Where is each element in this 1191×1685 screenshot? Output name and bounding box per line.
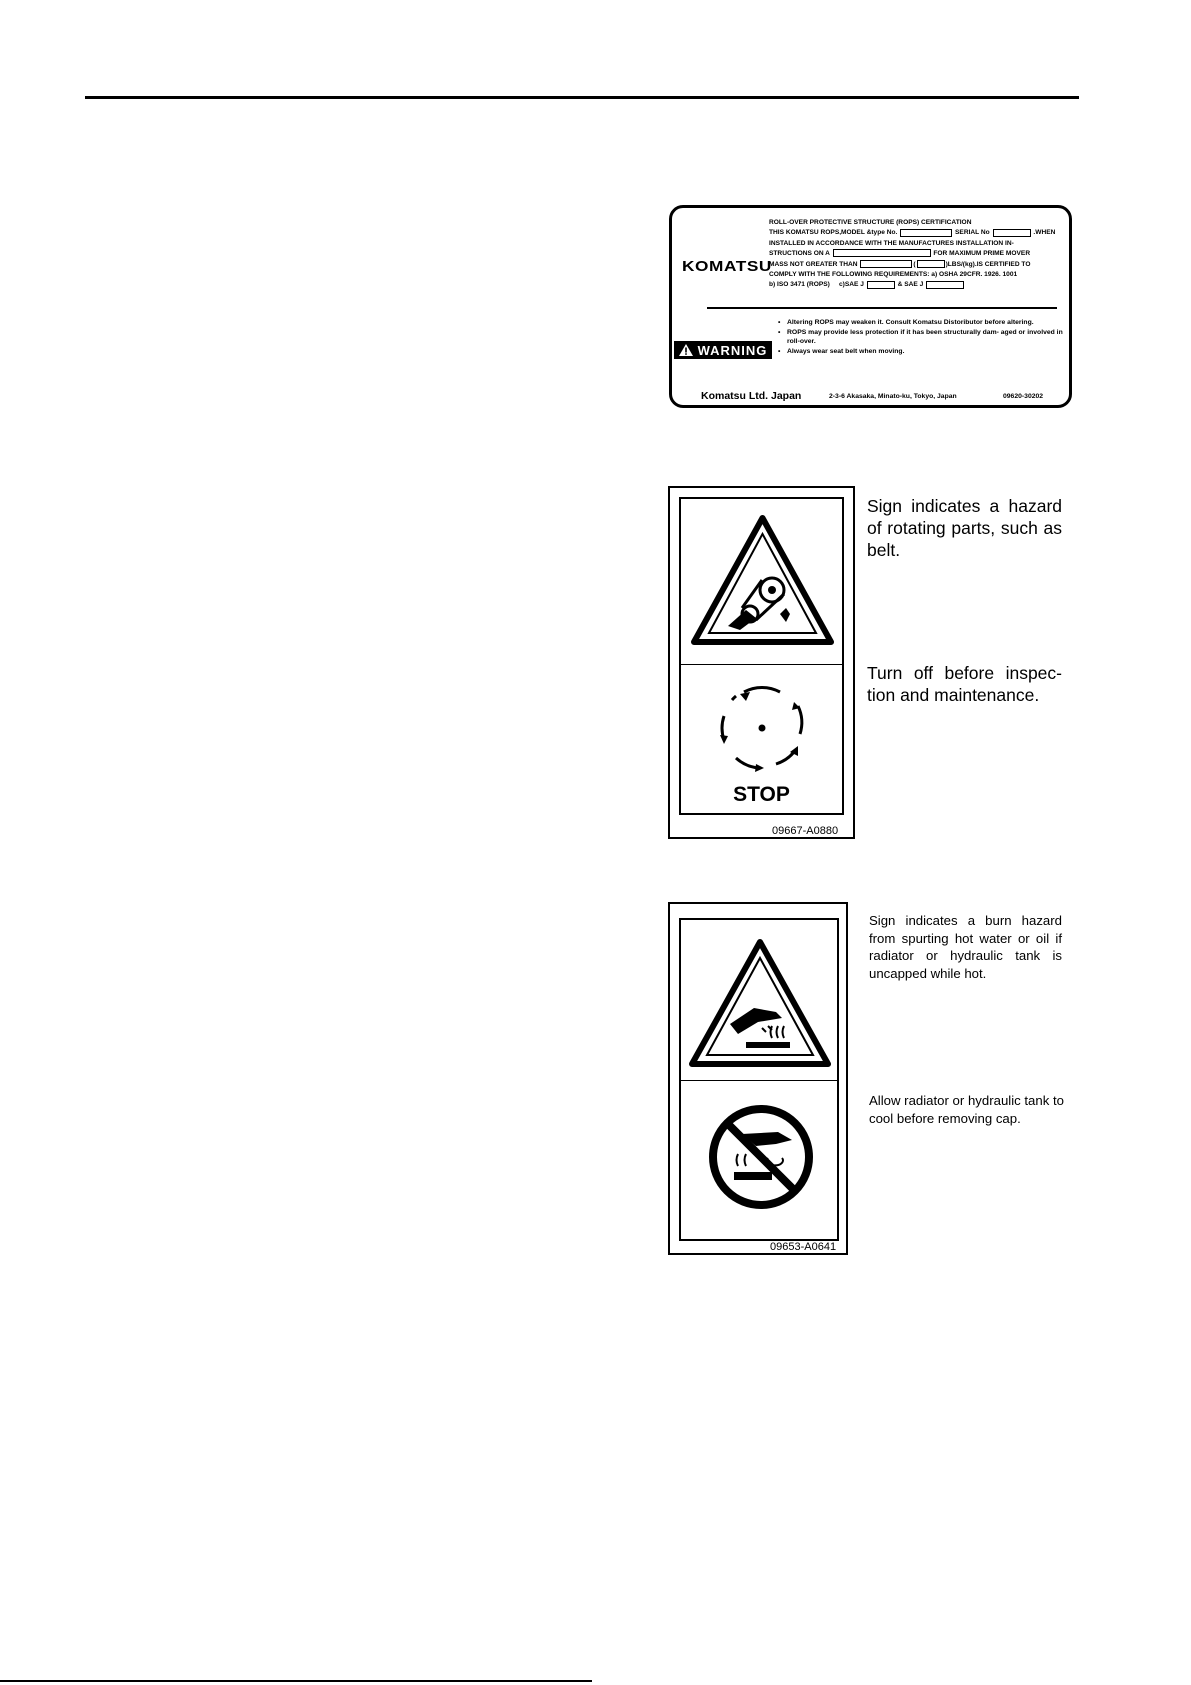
warning-item: • Always wear seat belt when moving. (778, 347, 1068, 357)
sae-field-box-2 (926, 281, 964, 289)
rotating-action-caption: Turn off before inspec- tion and maintenance. (867, 663, 1062, 705)
decal-code: 09653-A0641 (770, 1241, 837, 1253)
rops-certification-plate (669, 205, 1072, 408)
mass-kg-box (917, 260, 945, 268)
rops-line: COMPLY WITH THE FOLLOWING REQUIREMENTS: a) OSHA 29CFR. 1926. 1001 (769, 271, 1018, 279)
header-rule (85, 96, 1079, 99)
company-address: 2-3-6 Akasaka, Minato-ku, Tokyo, Japan (829, 393, 957, 400)
sae-field-box-1 (867, 281, 895, 289)
rotation-stop-icon (714, 680, 810, 776)
komatsu-logo: KOMATSU (682, 258, 772, 275)
warning-badge: WARNING (674, 341, 772, 359)
rotating-parts-decal (668, 486, 855, 839)
machine-field-box (833, 249, 931, 257)
footer-rule (0, 1680, 592, 1682)
no-uncapping-icon (706, 1102, 816, 1212)
warning-item: • ROPS may provide less protection if it has been structurally dam- aged or involved in roll-over. (778, 328, 1068, 347)
rops-line: STRUCTIONS ON A FOR MAXIMUM PRIME MOVER (769, 250, 1031, 258)
mass-lbs-box (860, 260, 912, 268)
burn-hazard-caption: Sign indicates a burn hazard from spurting hot water or oil if radiator or hydraulic tank is uncapped while hot. (869, 913, 1062, 981)
rops-line: ROLL-OVER PROTECTIVE STRUCTURE (ROPS) CERTIFICATION (769, 219, 972, 226)
burn-action-caption: Allow radiator or hydraulic tank to cool before removing cap. (869, 1093, 1064, 1126)
rops-line: MASS NOT GREATER THAN ( )LBS/(kg).IS CERTIFIED TO (769, 260, 1031, 268)
rops-divider (707, 307, 1057, 309)
serial-field-box (993, 229, 1031, 237)
rops-line: b) ISO 3471 (ROPS) c)SAE J & SAE J (769, 280, 1069, 290)
stop-label: STOP (733, 783, 790, 806)
rotating-belt-hazard-icon (690, 514, 835, 646)
warning-item: • Altering ROPS may weaken it. Consult Komatsu Distoributor before altering. (778, 318, 1068, 328)
rops-line: THIS KOMATSU ROPS,MODEL &type No. SERIAL No .WHEN (769, 229, 1056, 237)
company-name: Komatsu Ltd. Japan (701, 390, 802, 402)
model-field-box (900, 229, 952, 237)
plate-code: 09620-30202 (1003, 393, 1044, 400)
warning-triangle-icon (679, 344, 693, 356)
burn-hazard-icon (688, 938, 832, 1068)
burn-hazard-decal (668, 902, 848, 1255)
rops-line: INSTALLED IN ACCORDANCE WITH THE MANUFACTURES INSTALLATION IN- (769, 239, 1014, 247)
rotating-hazard-caption: Sign indicates a hazard of rotating parts, such as belt. (867, 496, 1062, 560)
decal-divider (679, 1080, 839, 1081)
decal-divider (679, 664, 844, 665)
warning-list (778, 318, 1068, 356)
rops-certification-text (769, 218, 1069, 291)
decal-code: 09667-A0880 (772, 825, 839, 837)
